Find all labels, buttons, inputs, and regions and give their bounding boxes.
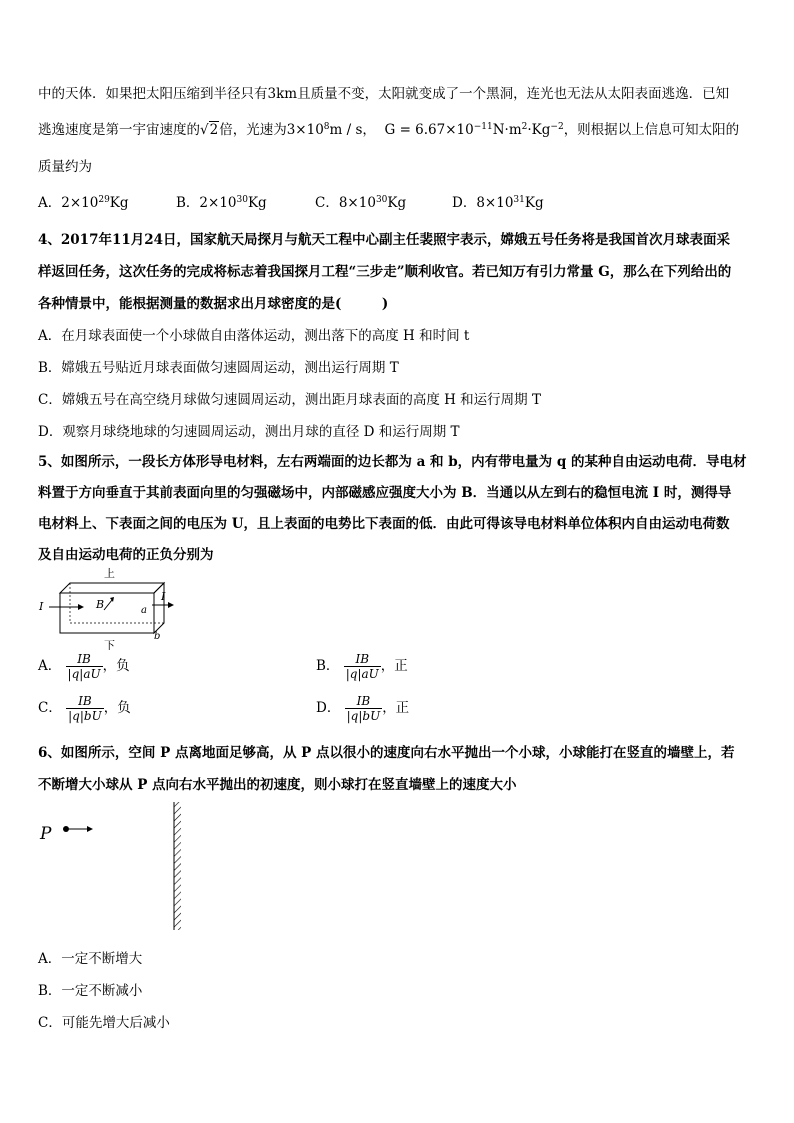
q4-line-1: 4、2017年11月24日，国家航天局探月与航天工程中心副主任裴照宇表示，嫦娥五号任务将是我国首次月球表面采 bbox=[38, 232, 731, 248]
q3-line-2-tail: ，则根据以上信息可知太阳的 bbox=[563, 122, 740, 138]
current-label-left: I bbox=[39, 600, 44, 613]
option-sign: ，负 bbox=[102, 658, 130, 674]
fraction bbox=[344, 652, 381, 681]
q4-line-3: 各种情景中，能根据测量的数据求出月球密度的是( ) bbox=[38, 296, 389, 312]
option-sign: ，正 bbox=[380, 658, 408, 674]
q4-option-c[interactable]: C．嫦娥五号在高空绕月球做匀速圆周运动，测出距月球表面的高度 H 和运行周期 T bbox=[38, 392, 541, 408]
q6-option-a[interactable]: A．一定不断增大 bbox=[38, 951, 143, 967]
box-front-face bbox=[60, 593, 154, 633]
q3-light-speed: 倍，光速为3×10 bbox=[219, 122, 324, 138]
current-label-right: I bbox=[161, 590, 166, 603]
option-label: D． bbox=[316, 700, 341, 716]
fraction bbox=[66, 652, 103, 681]
denominator: |q|bU bbox=[346, 709, 381, 723]
current-arrowhead-right bbox=[168, 602, 174, 608]
option-value: 2×10 bbox=[199, 195, 237, 211]
q3-line-2-text: 逃逸速度是第一宇宙速度的 bbox=[38, 122, 200, 138]
numerator: IB bbox=[355, 652, 370, 666]
denominator: |q|aU bbox=[67, 667, 101, 681]
option-value: 8×10 bbox=[338, 195, 376, 211]
edge-label-a: a bbox=[141, 605, 147, 616]
option-label: B． bbox=[316, 658, 340, 674]
g-unit: N·m bbox=[492, 122, 522, 138]
fraction bbox=[66, 694, 104, 723]
q6-option-c[interactable]: C．可能先增大后减小 bbox=[38, 1015, 170, 1031]
q5-option-d[interactable] bbox=[316, 694, 409, 723]
option-unit: Kg bbox=[109, 195, 129, 211]
option-exponent: 30 bbox=[375, 195, 388, 205]
box-top-face bbox=[60, 583, 164, 593]
numerator: IB bbox=[77, 652, 91, 666]
q5-line-2: 料置于方向垂直于其前表面向里的匀强磁场中，内部磁感应强度大小为 B．当通以从左到右的稳恒电流 I 时，测得导 bbox=[38, 485, 732, 501]
q3-option-c[interactable] bbox=[315, 191, 406, 211]
field-label: B bbox=[96, 598, 105, 611]
q3-line-3: 质量约为 bbox=[38, 159, 92, 175]
sqrt-argument: 2 bbox=[209, 122, 219, 138]
q5-line-3: 电材料上、下表面之间的电压为 U，且上表面的电势比下表面的低．由此可得该导电材料单位体积内自由运动电荷数 bbox=[38, 516, 730, 532]
g-exponent: −11 bbox=[473, 122, 493, 132]
q5-option-a[interactable] bbox=[38, 652, 130, 681]
g-unit-exponent: 2 bbox=[521, 122, 528, 132]
q3-option-d[interactable] bbox=[452, 191, 544, 211]
option-label: A． bbox=[38, 658, 62, 674]
option-exponent: 29 bbox=[98, 195, 110, 205]
denominator: |q|bU bbox=[68, 709, 102, 723]
q6-option-b[interactable]: B．一定不断减小 bbox=[38, 983, 143, 999]
q6-line-2: 不断增大小球从 P 点向右水平抛出的初速度，则小球打在竖直墙壁上的速度大小 bbox=[38, 777, 517, 793]
current-arrowhead-left bbox=[78, 604, 84, 610]
option-value: 8×10 bbox=[476, 195, 514, 211]
q5-line-4: 及自由运动电荷的正负分别为 bbox=[38, 547, 214, 563]
wall-hatching bbox=[174, 802, 181, 930]
gravitational-constant: G = 6.67×10 bbox=[384, 122, 474, 138]
q5-option-c[interactable] bbox=[38, 694, 131, 723]
option-exponent: 31 bbox=[513, 195, 525, 205]
option-label: B． bbox=[176, 195, 200, 211]
q5-option-b[interactable] bbox=[316, 652, 408, 681]
field-arrow bbox=[104, 600, 112, 610]
sqrt-symbol: √ bbox=[200, 122, 209, 138]
figure-label-top: 上 bbox=[104, 567, 115, 580]
option-unit: Kg bbox=[247, 195, 267, 211]
light-speed-exponent: 8 bbox=[323, 122, 330, 132]
option-sign: ，正 bbox=[382, 700, 410, 716]
ball-icon bbox=[63, 826, 69, 832]
q3-line-2 bbox=[38, 118, 739, 138]
q3-option-a[interactable] bbox=[38, 191, 129, 211]
q4-option-a[interactable]: A．在月球表面使一个小球做自由落体运动，测出落下的高度 H 和时间 t bbox=[38, 328, 470, 344]
option-label: C． bbox=[38, 700, 62, 716]
q5-line-1: 5、如图所示，一段长方体形导电材料，左右两端面的边长都为 a 和 b，内有带电量为 q 的某种自由运动电荷．导电材 bbox=[38, 454, 747, 470]
q6-line-1: 6、如图所示，空间 P 点离地面足够高，从 P 点以很小的速度向右水平抛出一个小球，小球能打在竖直的墙壁上，若 bbox=[38, 745, 735, 761]
option-label: A． bbox=[38, 195, 62, 211]
projectile-figure bbox=[34, 798, 194, 936]
option-value: 2×10 bbox=[61, 195, 99, 211]
option-unit: Kg bbox=[387, 195, 407, 211]
q4-option-d[interactable]: D．观察月球绕地球的匀速圆周运动，测出月球的直径 D 和运行周期 T bbox=[38, 424, 460, 440]
edge-label-b: b bbox=[154, 631, 161, 642]
denominator: |q|aU bbox=[345, 667, 379, 681]
option-unit: Kg bbox=[524, 195, 544, 211]
option-sign: ，负 bbox=[103, 700, 131, 716]
option-exponent: 30 bbox=[236, 195, 248, 205]
q3-line-1: 中的天体．如果把太阳压缩到半径只有3km且质量不变，太阳就变成了一个黑洞，连光也无法从太阳表面逃逸．已知 bbox=[38, 86, 730, 102]
q4-option-b[interactable]: B．嫦娥五号贴近月球表面做匀速圆周运动，测出运行周期 T bbox=[38, 360, 399, 376]
option-label: C． bbox=[315, 195, 339, 211]
velocity-arrowhead bbox=[87, 826, 93, 832]
g-unit-2-exponent: −2 bbox=[550, 122, 564, 132]
numerator: IB bbox=[356, 694, 371, 708]
option-label: D． bbox=[452, 195, 477, 211]
conductor-figure bbox=[34, 562, 179, 650]
q3-option-b[interactable] bbox=[176, 191, 267, 211]
fraction bbox=[345, 694, 383, 723]
numerator: IB bbox=[78, 694, 92, 708]
point-label: P bbox=[40, 824, 52, 844]
figure-label-bottom: 下 bbox=[104, 639, 115, 650]
q4-line-2: 样返回任务，这次任务的完成将标志着我国探月工程“三步走”顺利收官。若已知万有引力常量 G，那么在下列给出的 bbox=[38, 264, 732, 280]
light-speed-unit: m / s， bbox=[329, 122, 376, 138]
g-unit-2: ·Kg bbox=[527, 122, 551, 138]
